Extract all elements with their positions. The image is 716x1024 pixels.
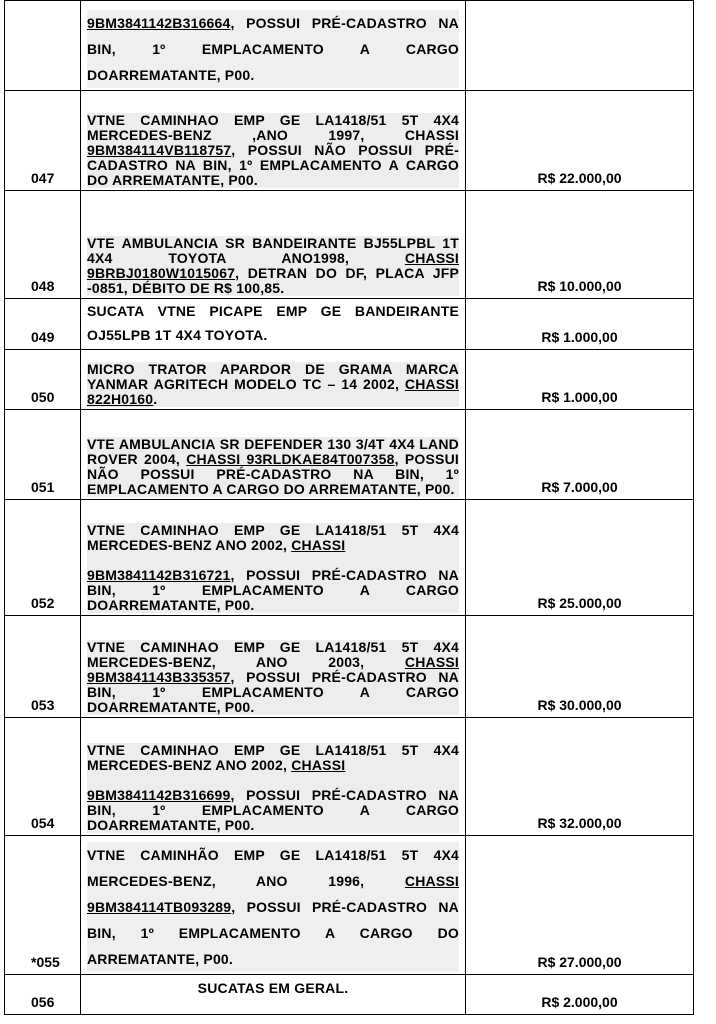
lot-number: *055 <box>5 836 81 975</box>
lot-number: 052 <box>5 500 81 616</box>
lot-description: 9BM3841142B316664, POSSUI PRÉ-CADASTRO NA BIN, 1º EMPLACAMENTO A CARGO DOARREMATANTE, P00. <box>81 1 466 91</box>
lot-value: R$ 25.000,00 <box>466 500 694 616</box>
lot-number: 054 <box>5 718 81 836</box>
table-row <box>5 191 694 299</box>
lot-number: 047 <box>5 91 81 191</box>
lot-number: 051 <box>5 410 81 500</box>
lot-description: VTNE CAMINHAO EMP GE LA1418/51 5T 4X4 MERCEDES-BENZ ANO 2002, CHASSI 9BM3841142B316699, POSSUI PRÉ-CADASTRO NA BIN, 1º EMPLACAMENTO A CARGO DOARREMATANTE, P00. <box>81 718 466 836</box>
lot-description: VTE AMBULANCIA SR BANDEIRANTE BJ55LPBL 1T 4X4 TOYOTA ANO1998, CHASSI 9BRBJ0180W1015067, DETRAN DO DF, PLACA JFP -0851, DÉBITO DE R$ 100,85. <box>81 191 466 299</box>
lot-value <box>466 1 694 91</box>
lot-value: R$ 32.000,00 <box>466 718 694 836</box>
lot-description: VTNE CAMINHAO EMP GE LA1418/51 5T 4X4 MERCEDES-BENZ, ANO 2003, CHASSI 9BM3841143B335357, POSSUI PRÉ-CADASTRO NA BIN, 1º EMPLACAMENTO A CARGO DOARREMATANTE, P00. <box>81 616 466 718</box>
lot-value: R$ 1.000,00 <box>466 350 694 410</box>
lot-number: 056 <box>5 975 81 1015</box>
lots-table <box>4 0 694 1015</box>
lot-description: SUCATAS EM GERAL. <box>81 975 466 1015</box>
table-row <box>5 616 694 718</box>
lot-description: VTNE CAMINHAO EMP GE LA1418/51 5T 4X4 MERCEDES-BENZ ,ANO 1997, CHASSI 9BM384114VB118757, POSSUI NÃO POSSUI PRÉ-CADASTRO NA BIN, 1º EMPLACAMENTO A CARGO DO ARREMATANTE, P00. <box>81 91 466 191</box>
lot-value: R$ 30.000,00 <box>466 616 694 718</box>
lot-description: SUCATA VTNE PICAPE EMP GE BANDEIRANTE OJ55LPB 1T 4X4 TOYOTA. <box>81 299 466 350</box>
lot-number: 048 <box>5 191 81 299</box>
table-row <box>5 299 694 350</box>
lot-description: VTNE CAMINHÃO EMP GE LA1418/51 5T 4X4 MERCEDES-BENZ, ANO 1996, CHASSI 9BM384114TB093289, POSSUI PRÉ-CADASTRO NA BIN, 1º EMPLACAMENTO A CARGO DO ARREMATANTE, P00. <box>81 836 466 975</box>
table-row <box>5 410 694 500</box>
lot-value: R$ 1.000,00 <box>466 299 694 350</box>
table-row <box>5 91 694 191</box>
lot-value: R$ 2.000,00 <box>466 975 694 1015</box>
lot-value: R$ 7.000,00 <box>466 410 694 500</box>
lot-number: 053 <box>5 616 81 718</box>
table-row <box>5 350 694 410</box>
lot-number: 049 <box>5 299 81 350</box>
lot-value: R$ 27.000,00 <box>466 836 694 975</box>
table-row <box>5 975 694 1015</box>
table-row <box>5 500 694 616</box>
lot-number: 050 <box>5 350 81 410</box>
lot-description: MICRO TRATOR APARDOR DE GRAMA MARCA YANMAR AGRITECH MODELO TC – 14 2002, CHASSI 822H0160. <box>81 350 466 410</box>
table-row <box>5 836 694 975</box>
lot-description: VTE AMBULANCIA SR DEFENDER 130 3/4T 4X4 LAND ROVER 2004, CHASSI 93RLDKAE84T007358, POSSUI NÃO POSSUI PRÉ-CADASTRO NA BIN, 1º EMPLACAMENTO A CARGO DO ARREMATANTE, P00. <box>81 410 466 500</box>
lot-number <box>5 1 81 91</box>
lot-value: R$ 22.000,00 <box>466 91 694 191</box>
table-row <box>5 1 694 91</box>
lot-value: R$ 10.000,00 <box>466 191 694 299</box>
lot-description: VTNE CAMINHAO EMP GE LA1418/51 5T 4X4 MERCEDES-BENZ ANO 2002, CHASSI 9BM3841142B316721, POSSUI PRÉ-CADASTRO NA BIN, 1º EMPLACAMENTO A CARGO DOARREMATANTE, P00. <box>81 500 466 616</box>
table-row <box>5 718 694 836</box>
